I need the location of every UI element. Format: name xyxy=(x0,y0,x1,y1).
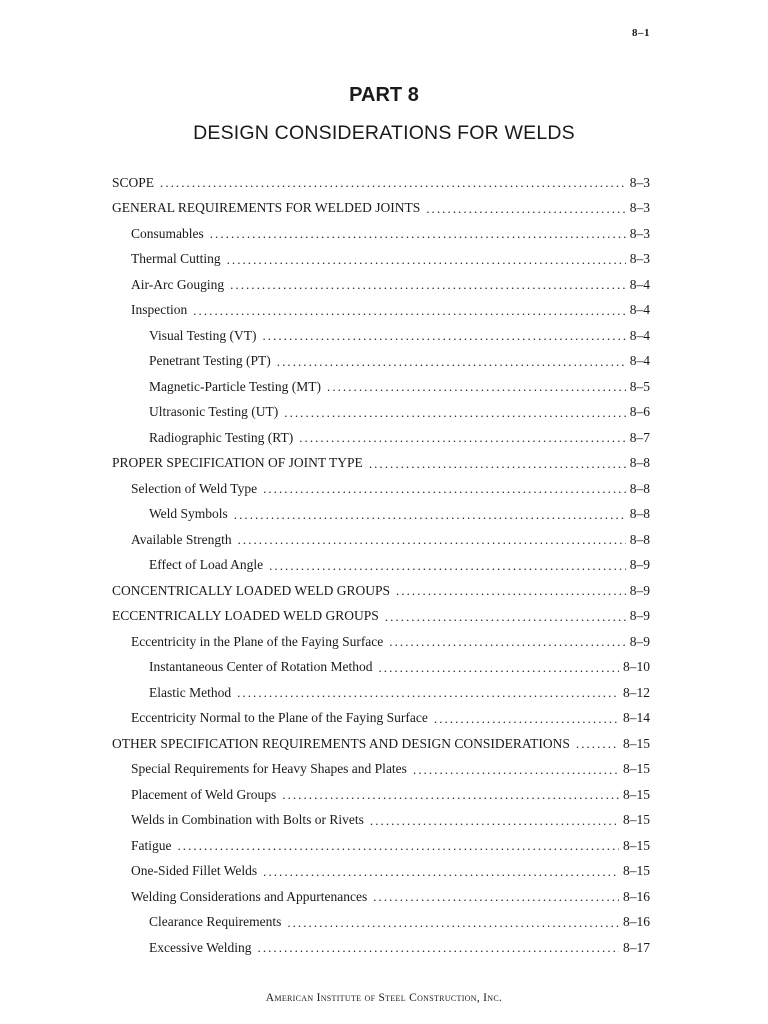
toc-entry-title: CONCENTRICALLY LOADED WELD GROUPS xyxy=(112,582,391,598)
toc-entry-page: 8–5 xyxy=(629,378,650,394)
dot-leader xyxy=(258,941,619,954)
toc-entry-page: 8–3 xyxy=(629,200,650,216)
toc-entry[interactable] xyxy=(112,706,650,732)
toc-entry-page: 8–4 xyxy=(629,327,650,343)
dot-leader xyxy=(389,635,625,648)
toc-entry[interactable] xyxy=(112,833,650,859)
toc-entry-page: 8–14 xyxy=(623,710,650,726)
toc-entry-page: 8–9 xyxy=(629,608,650,624)
dot-leader xyxy=(178,839,620,852)
toc-entry-title: Consumables xyxy=(131,225,204,241)
page-number: 8–1 xyxy=(632,27,650,39)
toc-entry-title: One-Sided Fillet Welds xyxy=(131,863,258,879)
toc-entry-title: Visual Testing (VT) xyxy=(149,327,257,343)
toc-entry-page: 8–6 xyxy=(629,404,650,420)
toc-entry-title: Fatigue xyxy=(131,837,172,853)
toc-entry-title: PROPER SPECIFICATION OF JOINT TYPE xyxy=(112,455,363,471)
toc-entry[interactable] xyxy=(112,374,650,400)
toc-entry-page: 8–4 xyxy=(629,276,650,292)
toc-entry[interactable] xyxy=(112,553,650,579)
dot-leader xyxy=(282,788,619,801)
dot-leader xyxy=(227,253,626,266)
toc-entry-page: 8–9 xyxy=(629,633,650,649)
toc-entry[interactable] xyxy=(112,680,650,706)
toc-entry[interactable] xyxy=(112,170,650,196)
dot-leader xyxy=(269,559,626,572)
toc-entry[interactable] xyxy=(112,731,650,757)
dot-leader xyxy=(193,304,626,317)
toc-entry-title: Selection of Weld Type xyxy=(131,480,258,496)
toc-entry-page: 8–16 xyxy=(623,914,650,930)
toc-entry-title: Welds in Combination with Bolts or Rivets xyxy=(131,812,364,828)
toc-entry[interactable] xyxy=(112,578,650,604)
toc-entry-title: Radiographic Testing (RT) xyxy=(149,429,294,445)
toc-entry[interactable] xyxy=(112,935,650,961)
dot-leader xyxy=(262,329,625,342)
dot-leader xyxy=(327,380,626,393)
toc-entry-page: 8–15 xyxy=(623,735,650,751)
toc-entry-title: Penetrant Testing (PT) xyxy=(149,353,271,369)
toc-entry-title: Instantaneous Center of Rotation Method xyxy=(149,659,373,675)
toc-entry[interactable] xyxy=(112,349,650,375)
toc-entry-page: 8–9 xyxy=(629,557,650,573)
dot-leader xyxy=(373,890,619,903)
dot-leader xyxy=(263,865,619,878)
toc-entry-page: 8–9 xyxy=(629,582,650,598)
toc-entry[interactable] xyxy=(112,757,650,783)
dot-leader xyxy=(576,737,619,750)
toc-entry[interactable] xyxy=(112,221,650,247)
toc-entry-page: 8–8 xyxy=(629,480,650,496)
toc-entry-title: SCOPE xyxy=(112,174,155,190)
toc-entry-page: 8–3 xyxy=(629,174,650,190)
toc-entry[interactable] xyxy=(112,604,650,630)
dot-leader xyxy=(230,278,626,291)
dot-leader xyxy=(426,202,626,215)
toc-entry[interactable] xyxy=(112,272,650,298)
toc-entry[interactable] xyxy=(112,502,650,528)
toc-entry-title: Special Requirements for Heavy Shapes and Plates xyxy=(131,761,407,777)
toc-entry[interactable] xyxy=(112,323,650,349)
toc-entry-page: 8–15 xyxy=(623,837,650,853)
toc-entry[interactable] xyxy=(112,527,650,553)
toc-entry-page: 8–10 xyxy=(623,659,650,675)
footer-publisher: American Institute of Steel Construction, Inc. xyxy=(265,992,503,1004)
dot-leader xyxy=(396,584,626,597)
toc-entry-title: Thermal Cutting xyxy=(131,251,221,267)
toc-entry[interactable] xyxy=(112,451,650,477)
toc-entry-title: Placement of Weld Groups xyxy=(131,786,277,802)
toc-entry-page: 8–15 xyxy=(623,812,650,828)
toc-entry[interactable] xyxy=(112,808,650,834)
dot-leader xyxy=(369,457,626,470)
dot-leader xyxy=(370,814,619,827)
toc-entry-page: 8–17 xyxy=(623,939,650,955)
dot-leader xyxy=(378,661,619,674)
dot-leader xyxy=(210,227,626,240)
toc-entry-page: 8–8 xyxy=(629,455,650,471)
toc-entry-page: 8–15 xyxy=(623,863,650,879)
dot-leader xyxy=(287,916,619,929)
toc-entry-title: ECCENTRICALLY LOADED WELD GROUPS xyxy=(112,608,379,624)
dot-leader xyxy=(263,482,626,495)
toc-entry-title: Elastic Method xyxy=(149,684,232,700)
toc-entry-title: Effect of Load Angle xyxy=(149,557,264,573)
toc-entry-title: Weld Symbols xyxy=(149,506,228,522)
toc-entry-page: 8–8 xyxy=(629,531,650,547)
dot-leader xyxy=(413,763,619,776)
toc-entry-title: Eccentricity Normal to the Plane of the Faying Surface xyxy=(131,710,428,726)
dot-leader xyxy=(284,406,625,419)
dot-leader xyxy=(238,533,626,546)
toc-entry-page: 8–12 xyxy=(623,684,650,700)
toc-entry[interactable] xyxy=(112,782,650,808)
dot-leader xyxy=(299,431,626,444)
toc-entry-page: 8–15 xyxy=(623,786,650,802)
toc-entry[interactable] xyxy=(112,196,650,222)
toc-entry[interactable] xyxy=(112,298,650,324)
part-title: PART 8 xyxy=(349,84,419,106)
toc-entry-title: GENERAL REQUIREMENTS FOR WELDED JOINTS xyxy=(112,200,421,216)
toc-entry-page: 8–3 xyxy=(629,225,650,241)
dot-leader xyxy=(385,610,626,623)
dot-leader xyxy=(234,508,626,521)
toc-entry-title: Ultrasonic Testing (UT) xyxy=(149,404,279,420)
toc-entry-title: Clearance Requirements xyxy=(149,914,282,930)
toc-entry-page: 8–8 xyxy=(629,506,650,522)
toc-entry-page: 8–7 xyxy=(629,429,650,445)
toc-entry[interactable] xyxy=(112,859,650,885)
toc-entry[interactable] xyxy=(112,884,650,910)
toc-entry[interactable] xyxy=(112,910,650,936)
toc-entry[interactable] xyxy=(112,629,650,655)
toc-entry-title: OTHER SPECIFICATION REQUIREMENTS AND DESIGN CONSIDERATIONS xyxy=(112,735,570,751)
dot-leader xyxy=(160,176,626,189)
toc-entry[interactable] xyxy=(112,247,650,273)
table-of-contents xyxy=(112,170,650,961)
toc-entry[interactable] xyxy=(112,425,650,451)
toc-entry-title: Magnetic-Particle Testing (MT) xyxy=(149,378,322,394)
toc-entry-page: 8–3 xyxy=(629,251,650,267)
toc-entry-title: Welding Considerations and Appurtenances xyxy=(131,888,368,904)
dot-leader xyxy=(237,686,619,699)
toc-entry-page: 8–4 xyxy=(629,302,650,318)
dot-leader xyxy=(434,712,619,725)
dot-leader xyxy=(277,355,626,368)
toc-entry[interactable] xyxy=(112,655,650,681)
toc-entry-page: 8–16 xyxy=(623,888,650,904)
toc-entry-page: 8–15 xyxy=(623,761,650,777)
toc-entry[interactable] xyxy=(112,400,650,426)
toc-entry-title: Available Strength xyxy=(131,531,232,547)
toc-entry-page: 8–4 xyxy=(629,353,650,369)
toc-entry-title: Air-Arc Gouging xyxy=(131,276,225,292)
toc-entry-title: Inspection xyxy=(131,302,188,318)
document-title: DESIGN CONSIDERATIONS FOR WELDS xyxy=(193,122,575,144)
toc-entry[interactable] xyxy=(112,476,650,502)
toc-entry-title: Eccentricity in the Plane of the Faying Surface xyxy=(131,633,384,649)
toc-entry-title: Excessive Welding xyxy=(149,939,252,955)
